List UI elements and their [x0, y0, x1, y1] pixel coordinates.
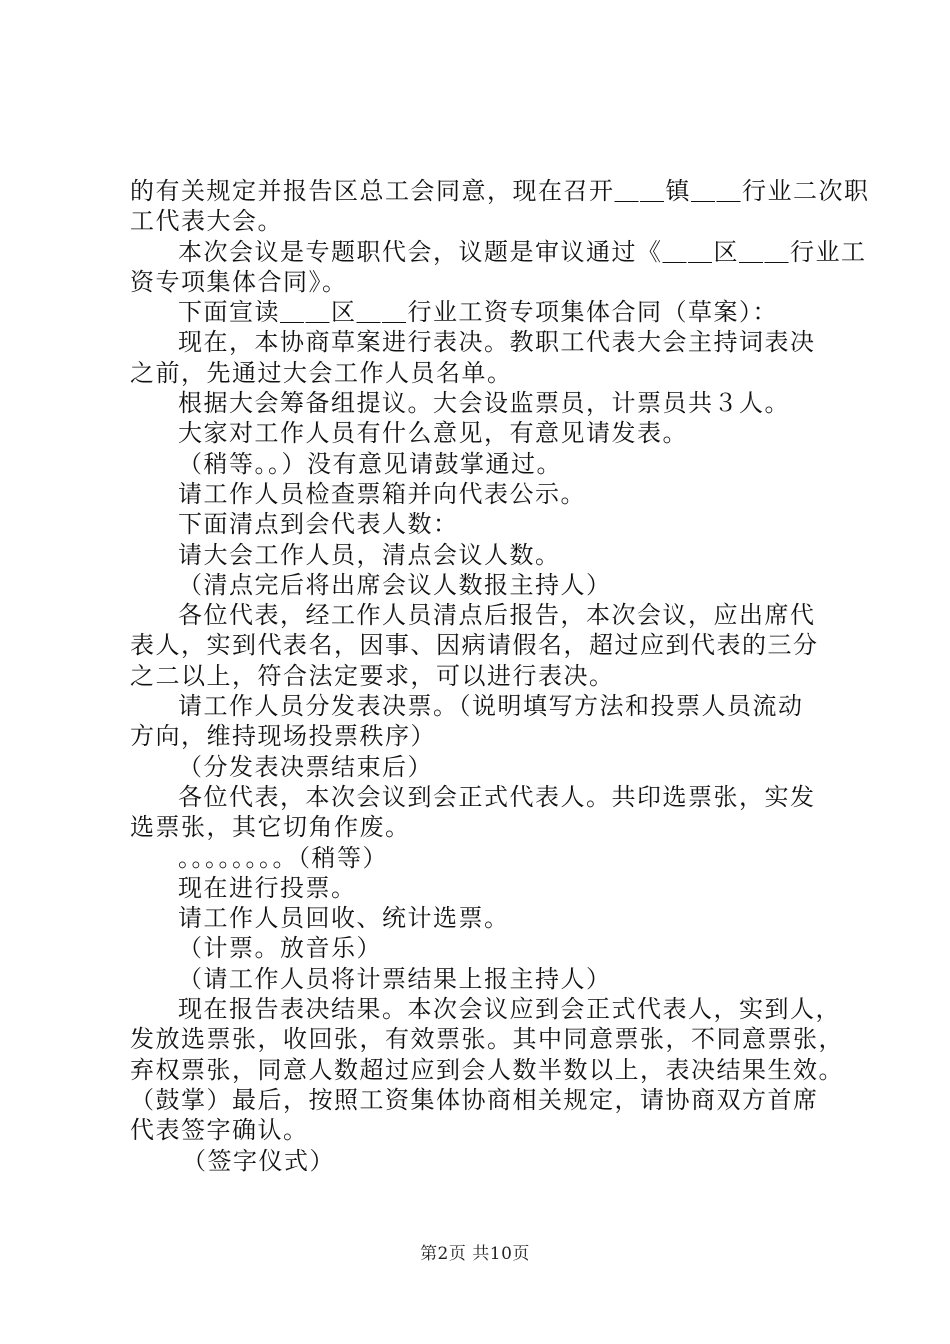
- text-line: 请工作人员分发表决票。（说明填写方法和投票人员流动: [178, 692, 804, 721]
- text-line: （请工作人员将计票结果上报主持人）: [178, 964, 612, 993]
- text-line: 发放选票张，收回张，有效票张。其中同意票张，不同意票张，: [130, 1025, 844, 1054]
- text-line: 现在，本协商草案进行表决。教职工代表大会主持词表决: [178, 328, 816, 357]
- text-line: （稍等。。）没有意见请鼓掌通过。: [178, 449, 562, 478]
- text-line: 下面清点到会代表人数：: [178, 510, 459, 539]
- text-line: 各位代表，经工作人员清点后报告，本次会议，应出席代: [178, 601, 816, 630]
- text-line: 本次会议是专题职代会，议题是审议通过《＿＿区＿＿行业工: [178, 237, 867, 266]
- page-footer: 第2页 共10页: [420, 1244, 530, 1264]
- text-line: 表人，实到代表名，因事、因病请假名，超过应到代表的三分: [130, 631, 819, 660]
- text-line: 资专项集体合同》。: [130, 267, 348, 296]
- text-line: 大家对工作人员有什么意见，有意见请发表。: [178, 419, 688, 448]
- text-line: 请工作人员回收、统计选票。: [178, 904, 510, 933]
- text-line: 请大会工作人员，清点会议人数。: [178, 540, 561, 569]
- text-line: 现在报告表决结果。本次会议应到会正式代表人，实到人，: [178, 995, 841, 1024]
- text-line: 的有关规定并报告区总工会同意，现在召开＿＿镇＿＿行业二次职: [130, 177, 870, 205]
- text-line: 选票张，其它切角作废。: [130, 813, 411, 842]
- text-line: 之二以上，符合法定要求，可以进行表决。: [130, 661, 615, 690]
- text-line: （计票。放音乐）: [178, 934, 382, 963]
- text-line: （清点完后将出席会议人数报主持人）: [178, 570, 612, 599]
- text-line: 下面宣读＿＿区＿＿行业工资专项集体合同（草案）：: [178, 298, 778, 327]
- document-body: [130, 176, 870, 1176]
- text-line: （签字仪式）: [182, 1146, 335, 1175]
- text-line: 现在进行投票。: [178, 873, 357, 902]
- text-line: 根据大会筹备组提议。大会设监票员，计票员共３人。: [178, 389, 790, 418]
- text-line: 。。。。。。。。（稍等）: [178, 843, 388, 872]
- text-line: 代表签字确认。: [130, 1116, 309, 1145]
- text-line: （分发表决票结束后）: [178, 752, 433, 781]
- text-line: 之前，先通过大会工作人员名单。: [130, 358, 513, 387]
- text-line: （鼓掌）最后，按照工资集体协商相关规定，请协商双方首席: [130, 1085, 819, 1114]
- text-line: 请工作人员检查票箱并向代表公示。: [178, 479, 586, 508]
- text-line: 方向，维持现场投票秩序）: [130, 722, 436, 751]
- text-line: 弃权票张，同意人数超过应到会人数半数以上，表决结果生效。: [130, 1055, 844, 1084]
- text-line: 各位代表，本次会议到会正式代表人。共印选票张，实发: [178, 782, 816, 811]
- text-line: 工代表大会。: [130, 207, 283, 236]
